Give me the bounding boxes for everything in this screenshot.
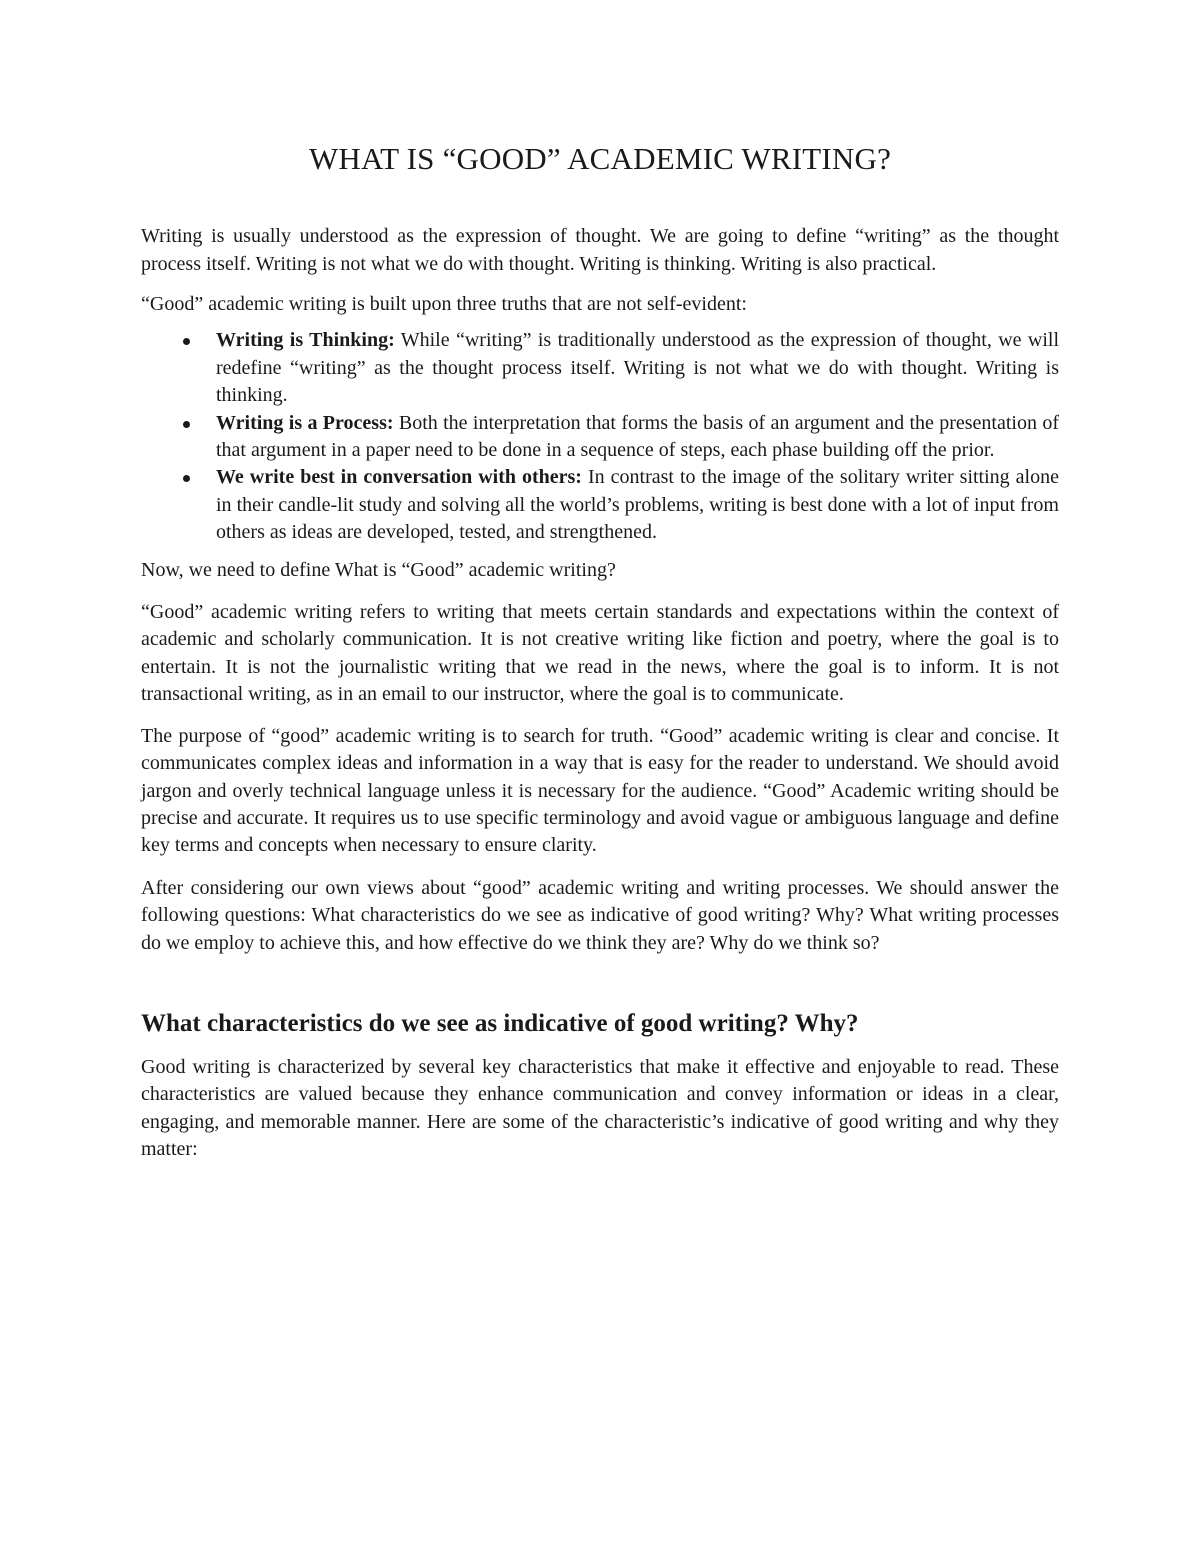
bullet-icon [183, 338, 190, 345]
questions-paragraph: After considering our own views about “good” academic writing and writing processes. We should answer the following questions: What characteristics do we see as indicative of good writing? Why? What writing processes do we employ to achieve this, and how effective do we think they are? Why do we think so? [141, 876, 1059, 954]
intro-paragraph: Writing is usually understood as the expression of thought. We are going to define “writing” as the thought process itself. Writing is not what we do with thought. Writing is thinking. Writing is also practical. [141, 225, 1059, 275]
characteristics-paragraph: Good writing is characterized by several key characteristics that make it effective and enjoyable to read. These characteristics are valued because they enhance communication and convey information or ideas in a clear, engaging, and memorable manner. Here are some of the characteristic’s indicative of good writing and why they matter: [141, 1055, 1059, 1161]
document-page [141, 0, 1059, 1164]
bullet-icon [183, 475, 190, 482]
list-item [216, 327, 1059, 409]
list-item [216, 410, 1059, 465]
bullet-icon [183, 421, 190, 428]
truth-text: In contrast to the image of the solitary writer sitting alone in their candle-lit study and solving all the world’s problems, writing is best done with a lot of input from others as ideas are developed, tested, and strengthened. [216, 466, 1059, 544]
purpose-paragraph: The purpose of “good” academic writing is to search for truth. “Good” academic writing is clear and concise. It communicates complex ideas and information in a way that is easy for the reader to understand. We should avoid jargon and overly technical language unless it is necessary for the audience. “Good” Academic writing should be precise and accurate. It requires us to use specific terminology and avoid vague or ambiguous language and define key terms and concepts when necessary to ensure clarity. [141, 724, 1059, 857]
section-heading: What characteristics do we see as indicative of good writing? Why? [141, 1009, 859, 1037]
define-question-paragraph: Now, we need to define What is “Good” academic writing? [141, 558, 616, 581]
page-title: WHAT IS “GOOD” ACADEMIC WRITING? [308, 141, 892, 176]
truth-term: Writing is a Process: [216, 411, 394, 434]
truth-term: Writing is Thinking: [216, 329, 395, 352]
definition-paragraph: “Good” academic writing refers to writing that meets certain standards and expectations within the context of academic and scholarly communication. It is not creative writing like fiction and poetry, where the goal is to entertain. It is not the journalistic writing that we read in the news, where the goal is to inform. It is not transactional writing, as in an email to our instructor, where the goal is to communicate. [141, 601, 1059, 706]
truth-term: We write best in conversation with others: [216, 466, 582, 489]
truths-intro-paragraph: “Good” academic writing is built upon three truths that are not self-evident: [141, 293, 747, 315]
truth-text: Both the interpretation that forms the basis of an argument and the presentation of that argument in a paper need to be done in a sequence of steps, each phase building off the prior. [216, 411, 1059, 462]
list-item [216, 464, 1059, 546]
truths-list [141, 327, 1059, 546]
truth-text: While “writing” is traditionally understood as the expression of thought, we will redefine “writing” as the thought process itself. Writing is not what we do with thought. Writing is thinking. [216, 329, 1059, 407]
